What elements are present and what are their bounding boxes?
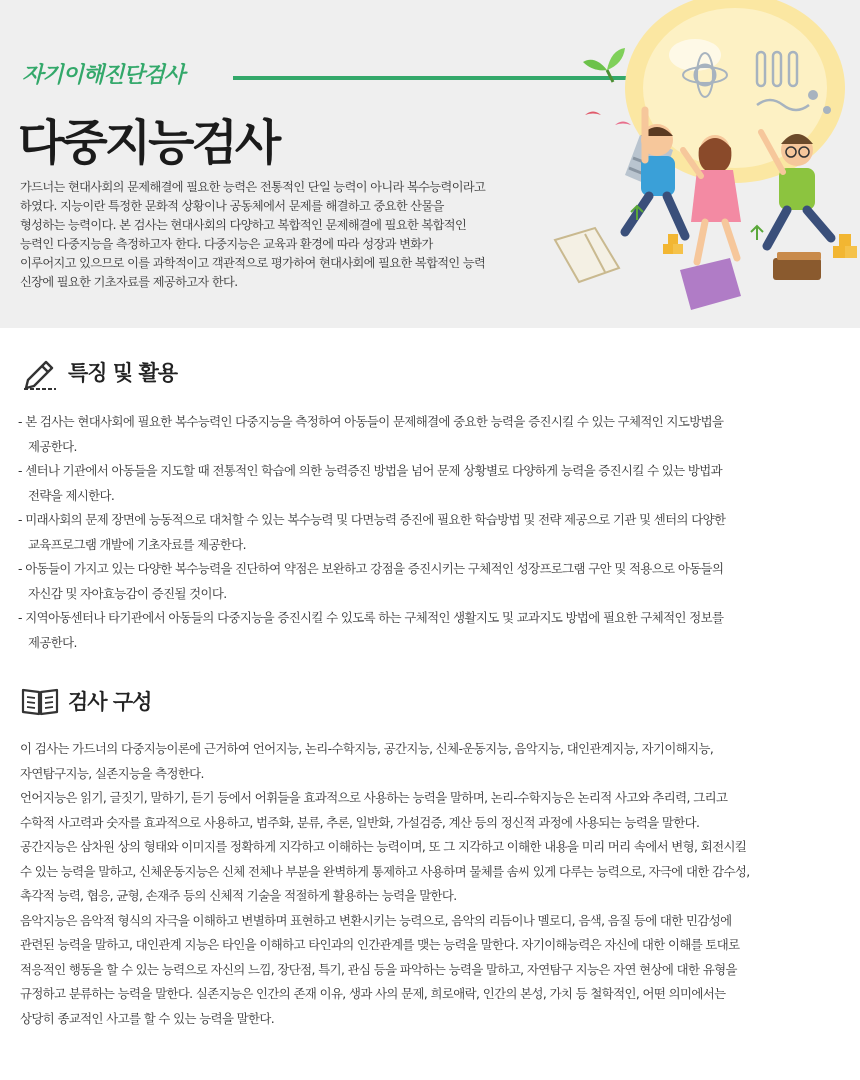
open-book-icon	[20, 683, 60, 719]
list-item-line: 전략을 제시한다.	[28, 487, 115, 503]
list-item-line: 교육프로그램 개발에 기초자료를 제공한다.	[28, 536, 247, 552]
composition-line: 수학적 사고력과 숫자를 효과적으로 사용하고, 범주화, 분류, 추론, 일반화, 가설검증, 계산 등의 정신적 과정에 사용되는 능력을 말한다.	[20, 814, 700, 830]
description-line: 가드너는 현대사회의 문제해결에 필요한 능력은 전통적인 단일 능력이 아니라 복수능력이라고	[20, 180, 486, 194]
composition-line: 촉각적 능력, 협응, 균형, 손재주 등의 신체적 기술을 적절하게 활용하는 능력을 말한다.	[20, 888, 457, 903]
composition-line: 관련된 능력을 말하고, 대인관계 지능은 타인을 이해하고 타인과의 인간관계를 맺는 능력을 말한다. 자기이해능력은 자신에 대한 이해를 토대로	[20, 937, 740, 952]
features-heading	[20, 354, 177, 390]
list-item	[18, 606, 848, 655]
description-line: 이루어지고 있으므로 이를 과학적이고 객관적으로 평가하여 현대사회에 필요한 복합적인 능력	[20, 256, 486, 270]
composition-line: 수 있는 능력을 말하고, 신체운동지능은 신체 전체나 부분을 완벽하게 통제하고 사용하며 물체를 솜씨 있게 다루는 능력으로, 자극에 대한 감수성,	[20, 863, 750, 879]
composition-line: 이 검사는 가드너의 다중지능이론에 근거하여 언어지능, 논리-수학지능, 공간지능, 신체-운동지능, 음악지능, 대인관계지능, 자기이해지능,	[20, 741, 714, 756]
composition-line: 적응적인 행동을 할 수 있는 능력으로 자신의 느낌, 장단점, 특기, 관심 등을 파악하는 능력을 말하고, 자연탐구 지능은 자연 현상에 대한 유형을	[20, 961, 737, 977]
list-item	[18, 410, 848, 459]
list-item-line: - 아동들이 가지고 있는 다양한 복수능력을 진단하여 약점은 보완하고 강점을 증진시키는 구체적인 성장프로그램 구안 및 적용으로 아동들의	[18, 561, 724, 576]
list-item	[18, 508, 848, 557]
list-item-line: - 센터나 기관에서 아동들을 지도할 때 전통적인 학습에 의한 능력증진 방법을 넘어 문제 상황별로 다양하게 능력을 증진시킬 수 있는 방법과	[18, 463, 722, 478]
composition-body	[20, 737, 850, 1031]
hero-subtitle: 자기이해진단검사	[22, 63, 185, 88]
composition-line: 상당히 종교적인 사고를 할 수 있는 능력을 말한다.	[20, 1010, 275, 1026]
composition-line: 음악지능은 음악적 형식의 자극을 이해하고 변별하며 표현하고 변환시키는 능력으로, 음악의 리듬이나 멜로디, 음색, 음질 등에 대한 민감성에	[20, 912, 732, 928]
hero-banner	[0, 0, 860, 328]
composition-line: 언어지능은 읽기, 글짓기, 말하기, 듣기 등에서 어휘들을 효과적으로 사용하는 능력을 말하며, 논리-수학지능은 논리적 사고와 추리력, 그리고	[20, 790, 728, 805]
list-item	[18, 557, 848, 606]
composition-heading	[20, 683, 151, 719]
pencil-icon	[20, 354, 60, 390]
list-item-line: 자신감 및 자아효능감이 증진될 것이다.	[28, 585, 227, 601]
list-item-line: 제공한다.	[28, 634, 77, 650]
features-list	[18, 410, 848, 655]
description-line: 하였다. 지능이란 특정한 문화적 상황이나 공동체에서 문제를 해결하고 중요한 산물을	[20, 199, 444, 213]
hero-description	[20, 178, 565, 292]
list-item-line: - 본 검사는 현대사회에 필요한 복수능력인 다중지능을 측정하여 아동들이 문제해결에 중요한 능력을 증진시킬 수 있는 구체적인 지도방법을	[18, 414, 724, 429]
kids-lightbulb-illustration	[545, 0, 860, 328]
list-item-line: 제공한다.	[28, 438, 77, 454]
description-line: 형성하는 능력이다. 본 검사는 현대사회의 다양하고 복합적인 문제해결에 필요한 복합적인	[20, 218, 467, 232]
list-item-line: - 지역아동센터나 타기관에서 아동들의 다중지능을 증진시킬 수 있도록 하는 구체적인 생활지도 및 교과지도 방법에 필요한 구체적인 정보를	[18, 610, 724, 625]
page-title: 다중지능검사	[18, 115, 279, 171]
description-line: 신장에 필요한 기초자료를 제공하고자 한다.	[20, 275, 238, 289]
features-title: 특징 및 활용	[68, 361, 178, 385]
composition-title: 검사 구성	[68, 690, 152, 714]
list-item-line: - 미래사회의 문제 장면에 능동적으로 대처할 수 있는 복수능력 및 다면능력 증진에 필요한 학습방법 및 전략 제공으로 기관 및 센터의 다양한	[18, 512, 726, 527]
composition-line: 규정하고 분류하는 능력을 말한다. 실존지능은 인간의 존재 이유, 생과 사의 문제, 희로애락, 인간의 본성, 가치 등 철학적인, 어떤 의미에서는	[20, 986, 726, 1001]
composition-line: 공간지능은 삼차원 상의 형태와 이미지를 정확하게 지각하고 이해하는 능력이며, 또 그 지각하고 이해한 내용을 미리 머리 속에서 변형, 회전시킬	[20, 839, 747, 854]
composition-line: 자연탐구지능, 실존지능을 측정한다.	[20, 765, 204, 781]
description-line: 능력인 다중지능을 측정하고자 한다. 다중지능은 교육과 환경에 따라 성장과 변화가	[20, 237, 433, 251]
list-item	[18, 459, 848, 508]
